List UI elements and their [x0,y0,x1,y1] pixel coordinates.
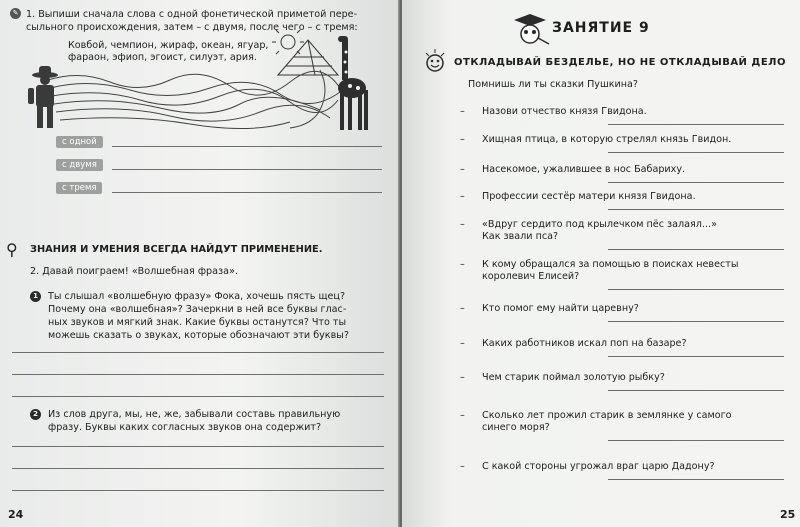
question-text: синего моря? [482,422,550,433]
question-dash: – [460,259,465,270]
question-text: Кто помог ему найти царевну? [482,303,639,314]
lesson-subtitle: ОТКЛАДЫВАЙ БЕЗДЕЛЬЕ, НО НЕ ОТКЛАДЫВАЙ ДЕЛО [454,57,786,68]
owl-teacher-icon [510,12,550,46]
question-text: Профессии сестёр матери князя Гвидона. [482,191,696,202]
question-dash: – [460,106,465,117]
pyramid-icon [278,40,338,75]
answer-line[interactable] [608,152,784,153]
question-text: Чем старик поймал золотую рыбку? [482,372,665,383]
right-page [402,0,800,527]
lesson-title: ЗАНЯТИЕ 9 [552,20,650,36]
item1-line4: можешь сказать о звуках, которые обозначают эти буквы? [48,330,349,341]
page-number-right: 25 [780,508,796,521]
question-dash: – [460,164,465,175]
question-text: королевич Елисей? [482,271,580,282]
answer-line[interactable] [608,182,784,183]
question-dash: – [460,219,465,230]
answer-line[interactable] [608,249,784,250]
question-dash: – [460,461,465,472]
item1-line3: ных звуков и мягкий знак. Какие буквы останутся? Что ты [48,317,347,328]
question-text: С какой стороны угрожал враг царю Дадону? [482,461,715,472]
question-dash: – [460,191,465,202]
question-text: К кому обращался за помощью в поисках невесты [482,259,739,270]
item2-line2: фразу. Буквы каких согласных звуков она содержит? [48,422,322,433]
answer-line[interactable] [12,490,384,491]
item-marker-2: 2 [30,409,41,420]
answer-line[interactable] [12,446,384,447]
wizard-icon: ⚲ [6,240,18,259]
question-text: Хищная птица, в которую стрелял князь Гвидон. [482,134,732,145]
question-text: Каких работников искал поп на базаре? [482,338,687,349]
answer-line[interactable] [112,192,382,193]
tag-two: с двумя [56,159,103,171]
item-marker-1: 1 [30,291,41,302]
answer-line[interactable] [112,169,382,170]
answer-line[interactable] [12,352,384,353]
answer-line[interactable] [12,468,384,469]
item2-line1: Из слов друга, мы, не, же, забывали составь правильную [48,409,341,420]
giraffe-icon [338,36,368,130]
item1-line1: Ты слышал «волшебную фразу» Фока, хочешь пясть щец? [48,291,346,302]
sea-waves [48,70,340,129]
answer-line[interactable] [608,356,784,357]
question-dash: – [460,410,465,421]
question-dash: – [460,338,465,349]
lesson-prompt: Помнишь ли ты сказки Пушкина? [468,79,639,90]
answer-line[interactable] [12,396,384,397]
smiley-icon [424,48,446,74]
answer-line[interactable] [608,479,784,480]
illustration-image [20,30,380,132]
answer-line[interactable] [608,209,784,210]
answer-line[interactable] [608,440,784,441]
tag-three: с тремя [56,182,102,194]
task2-intro: 2. Давай поиграем! «Волшебная фраза». [30,266,238,277]
question-text: Сколько лет прожил старик в землянке у самого [482,410,732,421]
task-icon: ✎ [10,8,21,19]
answer-line[interactable] [608,390,784,391]
task1-words-line2: фараон, эфиоп, эгоист, силуэт, ария. [68,52,257,63]
question-dash: – [460,134,465,145]
answer-line[interactable] [608,124,784,125]
question-dash: – [460,303,465,314]
cowboy-icon [28,66,58,128]
task1-text-line2: сыльного происхождения, затем – с двумя, после чего – с тремя: [26,22,358,33]
answer-line[interactable] [12,374,384,375]
page-number-left: 24 [8,508,24,521]
question-text: Насекомое, ужалившее в нос Бабариху. [482,164,686,175]
question-text: Как звали пса? [482,231,559,242]
answer-line[interactable] [608,321,784,322]
answer-line[interactable] [112,146,382,147]
answer-line[interactable] [608,289,784,290]
section-heading: ЗНАНИЯ И УМЕНИЯ ВСЕГДА НАЙДУТ ПРИМЕНЕНИЕ. [30,244,323,255]
question-dash: – [460,372,465,383]
task1-words-line1: Ковбой, чемпион, жираф, океан, ягуар, [68,40,269,51]
question-text: «Вдруг сердито под крылечком пёс залаял...» [482,219,717,230]
question-text: Назови отчество князя Гвидона. [482,106,647,117]
item1-line2: Почему она «волшебная»? Зачеркни в ней все буквы глас- [48,304,347,315]
tag-one: с одной [56,136,103,148]
task1-text-line1: 1. Выпиши сначала слова с одной фонетической приметой пере- [26,9,358,20]
